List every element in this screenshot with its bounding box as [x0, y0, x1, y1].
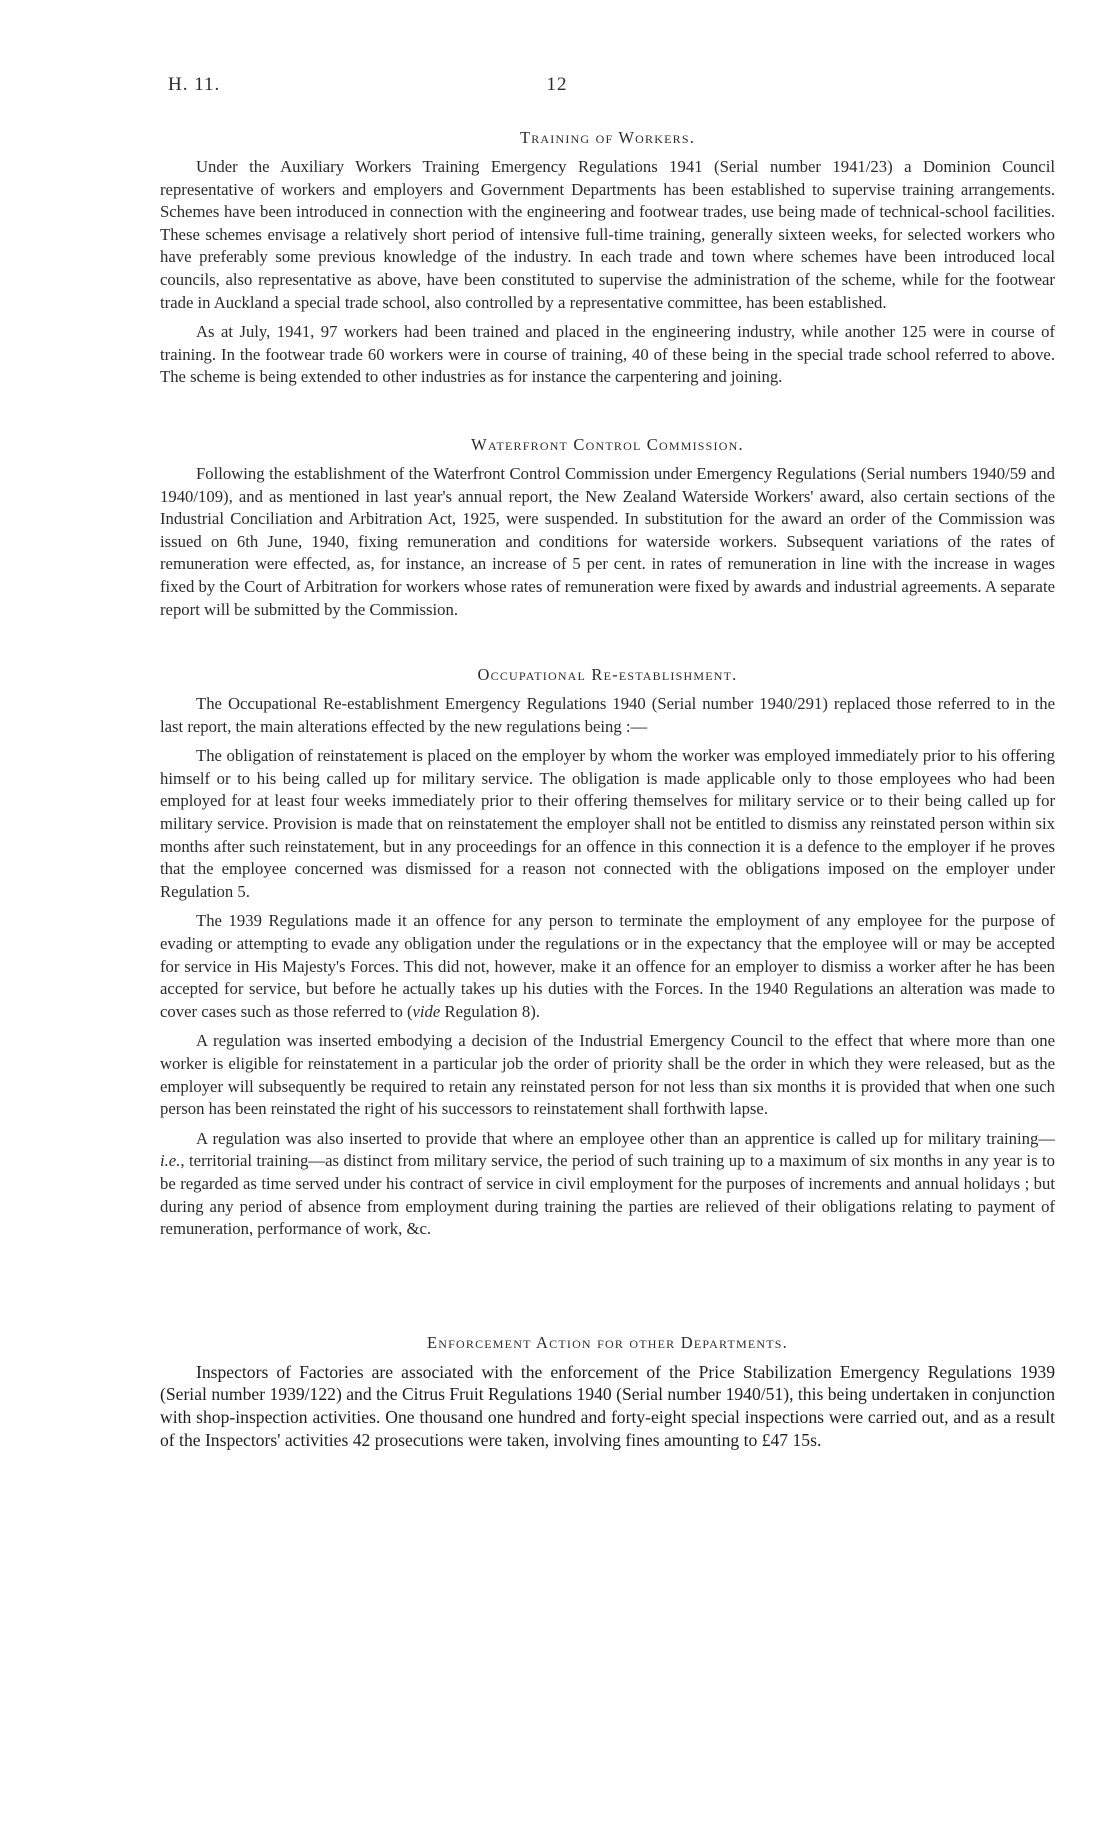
paragraph: [160, 910, 1055, 1023]
paragraph-text: The 1939 Regulations made it an offence for any person to terminate the employment of any employee for the purpose of evading or attempting to evade any obligation under the regulations or in the expectancy that the employee will or may be accepted for service in His Majesty's Forces. This did not, however, make it an offence for an employer to dismiss a worker after he has been accepted for service, but before he actually takes up his duties with the Forces. In the 1940 Regulations an alteration was made to cover cases such as those referred to (: [160, 911, 1055, 1021]
section-heading: Occupational Re-establishment.: [477, 665, 738, 685]
page-number: 12: [546, 74, 568, 95]
italic-term-ie: i.e.: [160, 1151, 181, 1171]
section-enforcement-action: [160, 1333, 1055, 1451]
section-occupational-re-establishment: [160, 665, 1055, 1241]
paragraph: [160, 1128, 1055, 1241]
paragraph: Under the Auxiliary Workers Training Emergency Regulations 1941 (Serial number 1941/23) a Dominion Council representative of workers and employers and Government Departments has been established to supervise training arrangements. Schemes have been introduced in connection with the engineering and footwear trades, use being made of technical-school facilities. These schemes envisage a relatively short period of intensive full-time training, generally sixteen weeks, for selected workers who have preferably some previous knowledge of the industry. In each trade and town where schemes have been introduced local councils, also representative as above, have been constituted to supervise the administration of the scheme, while for the footwear trade in Auckland a special trade school, also controlled by a representative committee, has been established.: [160, 157, 1055, 312]
document-reference: H. 11.: [168, 74, 221, 95]
paragraph-text: Regulation 8).: [440, 1001, 540, 1021]
paragraph: A regulation was inserted embodying a decision of the Industrial Emergency Council to the effect that where more than one worker is eligible for reinstatement in a particular job the order of priority shall be the order in which they were released, but as the employer will subsequently be required to retain any reinstated person for not less than six months it is provided that when one such person has been reinstated the right of his successors to reinstatement shall forthwith lapse.: [160, 1031, 1055, 1119]
paragraph: As at July, 1941, 97 workers had been trained and placed in the engineering industry, while another 125 were in course of training. In the footwear trade 60 workers were in course of training, 40 of these being in the special trade school referred to above. The scheme is being extended to other industries as for instance the carpentering and joining.: [160, 322, 1055, 387]
section-training-of-workers: [160, 128, 1055, 389]
paragraph-text: , territorial training—as distinct from military service, the period of such training up to a maximum of six months in any year is to be regarded as time served under his contract of service in civil employment for the purposes of increments and annual holidays ; but during any period of absence from employment during training the parties are relieved of their obligations relating to payment of remuneration, performance of work, &c.: [160, 1151, 1055, 1239]
page-body: [160, 128, 1055, 1458]
section-waterfront-control-commission: [160, 435, 1055, 621]
page-header: [168, 74, 946, 104]
paragraph: Inspectors of Factories are associated with the enforcement of the Price Stabilization Emergency Regulations 1939 (Serial number 1939/122) and the Citrus Fruit Regulations 1940 (Serial number 1940/51), this being undertaken in conjunction with shop-inspection activities. One thousand one hundred and forty-eight special inspections were carried out, and as a result of the Inspectors' activities 42 prosecutions were taken, involving fines amounting to £47 15s.: [160, 1361, 1055, 1450]
section-heading: Enforcement Action for other Departments.: [426, 1332, 789, 1352]
section-heading: Training of Workers.: [519, 128, 696, 147]
paragraph: The obligation of reinstatement is placed on the employer by whom the worker was employed immediately prior to his offering himself or to his being called up for military service. The obligation is made applicable only to those employees who had been employed for at least four weeks immediately prior to their offering themselves for military service or to their being called up for military service. Provision is made that on reinstatement the employer shall not be entitled to dismiss any reinstated person within six months after such reinstatement, but in any proceedings for an offence in this connection it is a defence to the employer if he proves that the employee concerned was dismissed for a reason not connected with the obligations imposed on the employer under Regulation 5.: [160, 746, 1055, 901]
paragraph-text: A regulation was also inserted to provide that where an employee other than an apprentice is called up for military training—: [196, 1128, 1055, 1148]
italic-term-vide: vide: [412, 1001, 441, 1021]
paragraph: The Occupational Re-establishment Emergency Regulations 1940 (Serial number 1940/291) replaced those referred to in the last report, the main alterations effected by the new regulations being :—: [160, 694, 1055, 736]
paragraph: Following the establishment of the Waterfront Control Commission under Emergency Regulations (Serial numbers 1940/59 and 1940/109), and as mentioned in last year's annual report, the New Zealand Waterside Workers' award, also certain sections of the Industrial Conciliation and Arbitration Act, 1925, were suspended. In substitution for the award an order of the Commission was issued on 6th June, 1940, fixing remuneration and conditions for waterside workers. Subsequent variations of the rates of remuneration were effected, as, for instance, an increase of 5 per cent. in rates of remuneration in line with the increase in wages fixed by the Court of Arbitration for workers whose rates of remuneration were fixed by awards and industrial agreements. A separate report will be submitted by the Commission.: [160, 463, 1055, 619]
section-heading: Waterfront Control Commission.: [471, 434, 744, 454]
